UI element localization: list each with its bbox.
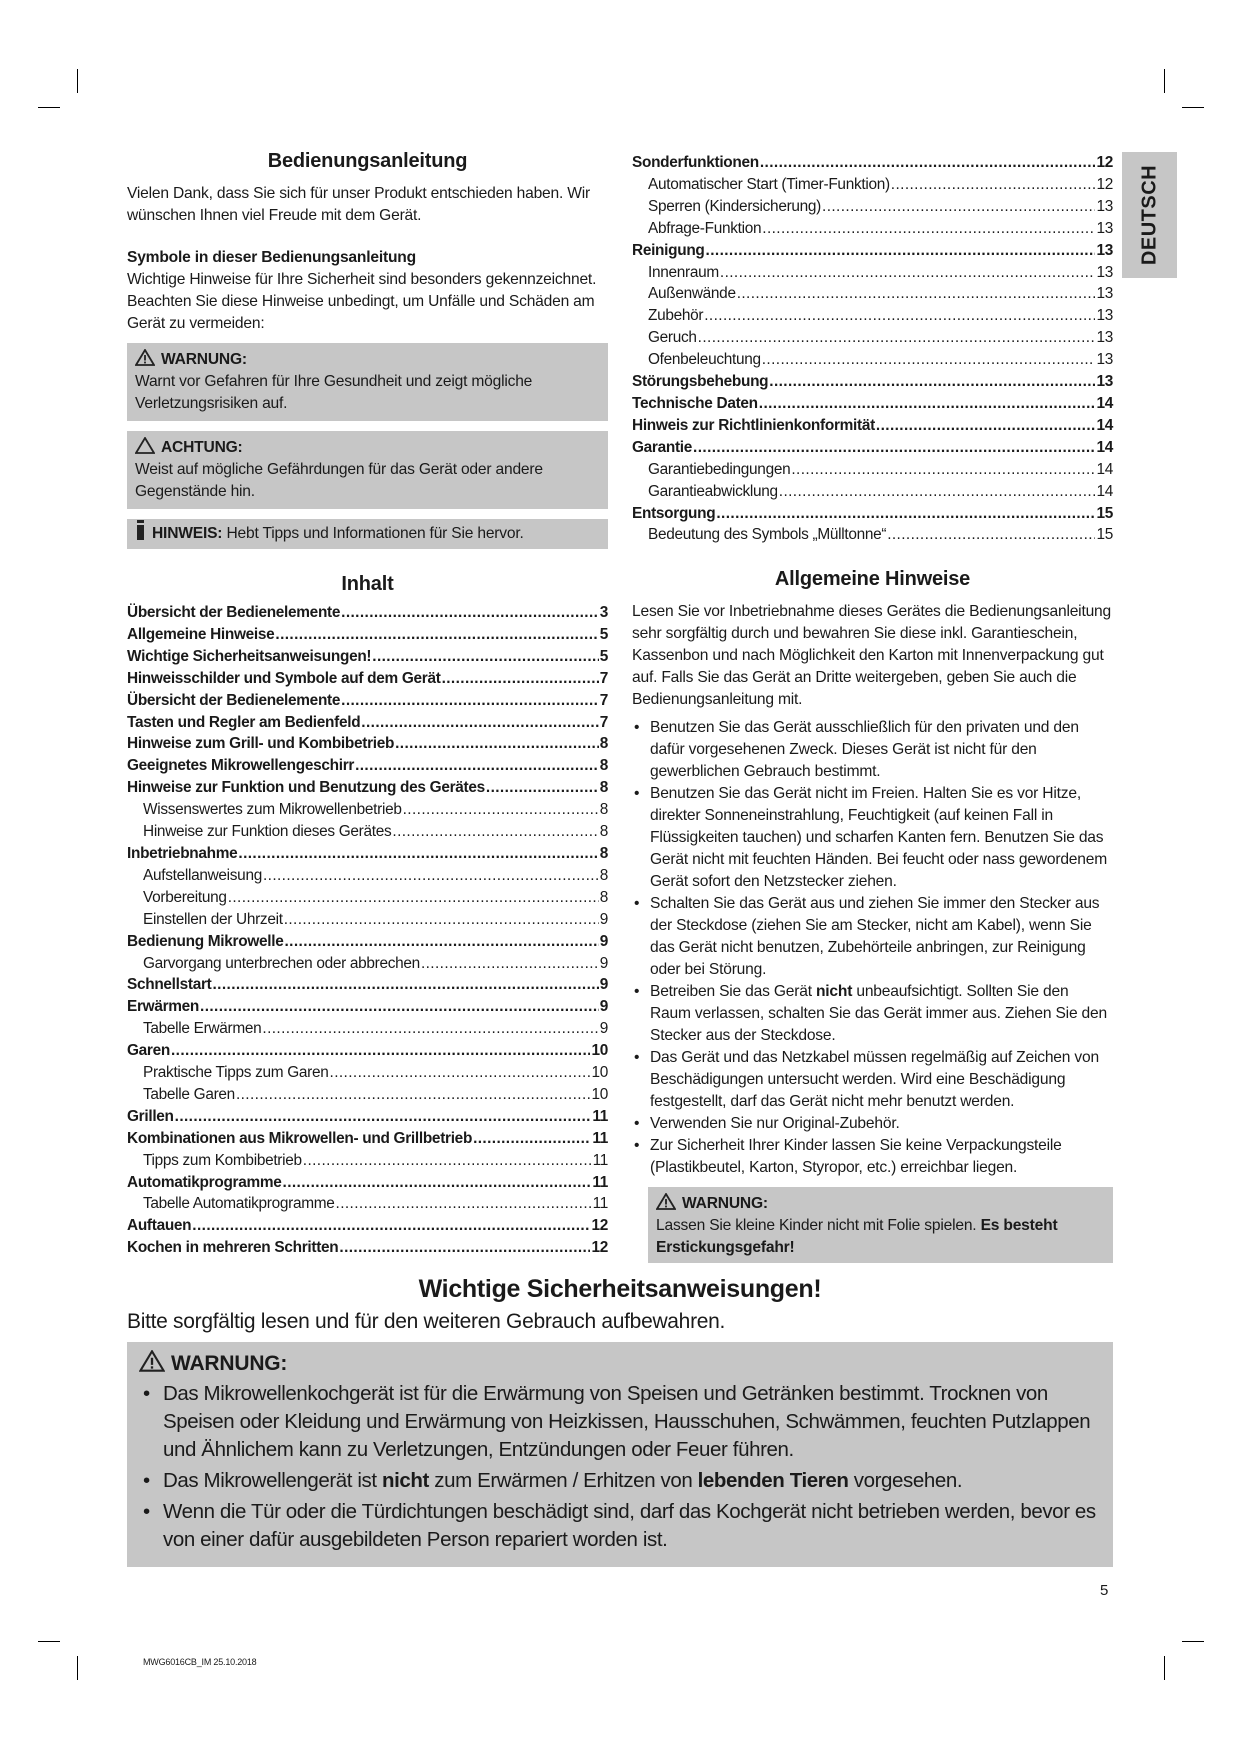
toc-leader-dots	[403, 799, 599, 821]
toc-entry	[127, 712, 608, 734]
toc-entry	[632, 503, 1113, 525]
toc-entry-label: Tabelle Automatikprogramme	[143, 1195, 335, 1213]
symbols-text: Wichtige Hinweise für Ihre Sicherheit sind besonders gekennzeichnet. Beachten Sie diese Hinweise unbedingt, um Unfälle und Schäden am Gerät zu vermeiden:	[127, 271, 597, 332]
warning-box	[127, 343, 608, 421]
toc-leader-dots	[228, 887, 599, 909]
toc-leader-dots	[303, 1150, 592, 1172]
general-intro: Lesen Sie vor Inbetriebnahme dieses Gerätes die Bedienungsanleitung sehr sorgfältig durch und bewahren Sie diese inkl. Garantieschein, Kassenbon und nach Möglichkeit den Karton mit Innenverpackung gut auf. Falls Sie das Gerät an Dritte weitergeben, geben Sie auch die Bedienungsanleitung mit.	[632, 603, 1111, 709]
toc-entry-page: 9	[599, 910, 608, 928]
toc-leader-dots	[284, 909, 599, 931]
toc-entry	[127, 974, 608, 996]
list-item: • Schalten Sie das Gerät aus und ziehen Sie immer den Stecker aus der Steckdose (ziehen Sie am Stecker, nicht am Kabel), wenn Sie das Gerät nicht benutzen, Zubehörteile anbringen, zur Reinigung oder bei Störung.	[632, 893, 1113, 981]
list-item: • Das Gerät und das Netzkabel müssen regelmäßig auf Zeichen von Beschädigungen untersucht werden. Wird eine Beschädigung festgestellt, darf das Gerät nicht mehr benutzt werden.	[632, 1047, 1113, 1113]
toc-list-left	[127, 602, 608, 1259]
toc-entry-page: 12	[591, 1239, 608, 1257]
toc-entry-label: Vorbereitung	[143, 888, 227, 906]
toc-entry-page: 15	[1096, 526, 1113, 544]
toc-entry-page: 8	[599, 866, 608, 884]
toc-entry	[632, 459, 1113, 481]
toc-entry-page: 8	[599, 844, 608, 862]
toc-entry-page: 5	[599, 625, 608, 643]
toc-entry-label: Grillen	[127, 1107, 174, 1125]
toc-entry	[127, 909, 608, 931]
toc-entry-label: Automatischer Start (Timer-Funktion)	[648, 175, 890, 193]
toc-entry-page: 13	[1096, 263, 1113, 281]
toc-leader-dots	[395, 733, 599, 755]
toc-entry-label: Einstellen der Uhrzeit	[143, 910, 283, 928]
list-item: • Das Mikrowellengerät ist nicht zum Erwärmen / Erhitzen von lebenden Tieren vorgesehen.	[139, 1467, 1101, 1495]
toc-entry-page: 12	[591, 1217, 608, 1235]
toc-entry-page: 10	[591, 1064, 608, 1082]
list-item: • Wenn die Tür oder die Türdichtungen beschädigt sind, darf das Kochgerät nicht betrieben werden, bevor es von einer dafür ausgebildeten Person repariert worden ist.	[139, 1498, 1101, 1554]
toc-leader-dots	[341, 690, 599, 712]
toc-leader-dots	[762, 218, 1095, 240]
page-number: 5	[1100, 1582, 1109, 1599]
safety-title: Wichtige Sicherheitsanweisungen!	[418, 1275, 822, 1303]
manual-title: Bedienungsanleitung	[267, 150, 468, 172]
toc-entry	[632, 481, 1113, 503]
toc-entry-page: 5	[599, 647, 608, 665]
safety-section	[127, 1275, 1113, 1567]
crop-mark	[38, 1641, 60, 1642]
toc-leader-dots	[704, 305, 1095, 327]
toc-entry	[127, 1172, 608, 1194]
toc-entry-page: 9	[599, 998, 608, 1016]
crop-mark	[1164, 1656, 1165, 1680]
toc-entry-label: Störungsbehebung	[632, 373, 769, 391]
toc-entry	[127, 843, 608, 865]
crop-mark	[1182, 1641, 1204, 1642]
toc-entry	[127, 1062, 608, 1084]
warning-head: WARNUNG:	[139, 1350, 1101, 1376]
toc-leader-dots	[769, 371, 1095, 393]
toc-entry-label: Hinweise zum Grill- und Kombibetrieb	[127, 735, 395, 753]
toc-entry-label: Allgemeine Hinweise	[127, 625, 275, 643]
toc-title: Inhalt	[341, 573, 394, 595]
list-item: • Das Mikrowellenkochgerät ist für die Erwärmung von Speisen und Getränken bestimmt. Trocknen von Speisen oder Kleidung und Erwärmung von Heizkissen, Hausschuhen, Schwämmen, feuchten Putzlappen und Ähnlichem kann zu Verletzungen, Entzündungen oder Feuer führen.	[139, 1380, 1101, 1464]
language-tab	[1122, 152, 1177, 278]
toc-leader-dots	[236, 1084, 591, 1106]
toc-leader-dots	[698, 327, 1096, 349]
toc-entry	[127, 865, 608, 887]
crop-mark	[1164, 69, 1165, 93]
toc-leader-dots	[263, 865, 599, 887]
toc-leader-dots	[891, 174, 1096, 196]
toc-entry-label: Bedienung Mikrowelle	[127, 932, 284, 950]
toc-leader-dots	[737, 283, 1096, 305]
toc-entry-page: 12	[1096, 175, 1113, 193]
toc-leader-dots	[341, 602, 599, 624]
toc-entry-page: 14	[1096, 416, 1113, 434]
toc-entry-page: 9	[599, 954, 608, 972]
toc-entry-label: Übersicht der Bedienelemente	[127, 691, 341, 709]
toc-leader-dots	[392, 821, 598, 843]
toc-leader-dots	[887, 524, 1095, 546]
toc-entry	[632, 196, 1113, 218]
toc-entry-page: 11	[592, 1173, 608, 1191]
toc-leader-dots	[262, 1018, 598, 1040]
toc-entry	[632, 305, 1113, 327]
toc-entry-page: 13	[1096, 241, 1113, 259]
right-column	[632, 152, 1113, 1263]
toc-entry-label: Entsorgung	[632, 504, 716, 522]
toc-entry	[127, 1040, 608, 1062]
toc-entry	[127, 996, 608, 1018]
language-tab-label: DEUTSCH	[1138, 164, 1160, 266]
list-item: • Verwenden Sie nur Original-Zubehör.	[632, 1113, 1113, 1135]
toc-leader-dots	[759, 393, 1096, 415]
caution-triangle-icon	[135, 437, 155, 454]
note-text: Hebt Tipps und Informationen für Sie hervor.	[226, 525, 524, 542]
toc-entry-page: 14	[1096, 394, 1113, 412]
toc-entry-page: 7	[599, 669, 608, 687]
crop-mark	[1182, 107, 1204, 108]
toc-entry	[127, 1215, 608, 1237]
toc-leader-dots	[192, 1215, 590, 1237]
general-bullets	[632, 717, 1113, 1179]
toc-entry-label: Tabelle Garen	[143, 1085, 235, 1103]
toc-entry	[127, 646, 608, 668]
toc-entry-page: 8	[599, 801, 608, 819]
toc-leader-dots	[213, 974, 599, 996]
toc-entry	[127, 1018, 608, 1040]
toc-entry-label: Geeignetes Mikrowellengeschirr	[127, 757, 355, 775]
toc-entry-label: Hinweise zur Funktion und Benutzung des Gerätes	[127, 779, 485, 797]
toc-entry-label: Innenraum	[648, 263, 719, 281]
toc-leader-dots	[361, 712, 598, 734]
toc-entry-page: 9	[599, 976, 608, 994]
toc-entry-page: 7	[599, 713, 608, 731]
toc-entry	[127, 1193, 608, 1215]
warning-head: WARNUNG:	[135, 349, 600, 371]
safety-intro: Bitte sorgfältig lesen und für den weiteren Gebrauch aufbewahren.	[127, 1310, 726, 1333]
toc-entry-label: Erwärmen	[127, 998, 200, 1016]
toc-entry-label: Praktische Tipps zum Garen	[143, 1064, 329, 1082]
toc-leader-dots	[421, 953, 599, 975]
toc-entry-page: 8	[599, 888, 608, 906]
left-column	[127, 150, 608, 1259]
warning-text: Lassen Sie kleine Kinder nicht mit Folie spielen. Es besteht Erstickungsgefahr!	[656, 1217, 1058, 1257]
toc-entry-label: Garantie	[632, 438, 693, 456]
toc-entry-label: Wissenswertes zum Mikrowellenbetrieb	[143, 801, 402, 819]
toc-entry	[632, 218, 1113, 240]
toc-leader-dots	[791, 459, 1095, 481]
warning-text: Warnt vor Gefahren für Ihre Gesundheit und zeigt mögliche Verletzungsrisiken auf.	[135, 373, 533, 412]
toc-entry-label: Reinigung	[632, 241, 705, 259]
general-title: Allgemeine Hinweise	[774, 568, 971, 591]
info-icon	[137, 525, 144, 540]
toc-entry-label: Aufstellanweisung	[143, 866, 262, 884]
toc-entry-page: 13	[1096, 219, 1113, 237]
toc-leader-dots	[171, 1040, 590, 1062]
toc-leader-dots	[200, 996, 599, 1018]
toc-entry-page: 13	[1096, 307, 1113, 325]
toc-entry-page: 8	[599, 779, 608, 797]
toc-entry	[127, 953, 608, 975]
caution-box	[127, 431, 608, 509]
toc-entry-page: 15	[1096, 504, 1113, 522]
toc-entry-page: 13	[1096, 329, 1113, 347]
toc-entry-page: 10	[591, 1085, 608, 1103]
toc-entry-page: 11	[592, 1195, 608, 1213]
toc-entry	[127, 777, 608, 799]
toc-leader-dots	[175, 1106, 592, 1128]
toc-entry	[632, 349, 1113, 371]
toc-leader-dots	[716, 503, 1095, 525]
toc-entry	[127, 690, 608, 712]
toc-entry-label: Außenwände	[648, 285, 736, 303]
toc-entry	[127, 821, 608, 843]
toc-entry	[127, 1237, 608, 1259]
toc-entry-page: 8	[599, 735, 608, 753]
toc-leader-dots	[876, 415, 1096, 437]
symbols-heading: Symbole in dieser Bedienungsanleitung	[127, 249, 416, 266]
toc-entry-label: Sperren (Kindersicherung)	[648, 197, 822, 215]
toc-entry	[632, 262, 1113, 284]
toc-entry	[632, 327, 1113, 349]
warning-triangle-icon	[135, 349, 155, 366]
toc-entry-page: 11	[592, 1151, 608, 1169]
crop-mark	[77, 69, 78, 93]
toc-entry-page: 14	[1096, 460, 1113, 478]
toc-entry	[632, 415, 1113, 437]
toc-entry-page: 3	[599, 604, 608, 621]
toc-leader-dots	[336, 1193, 592, 1215]
toc-entry-label: Tasten und Regler am Bedienfeld	[127, 713, 361, 731]
toc-entry	[127, 887, 608, 909]
toc-entry	[127, 668, 608, 690]
toc-list-right	[632, 152, 1113, 546]
toc-entry-label: Sonderfunktionen	[632, 154, 759, 171]
toc-entry-label: Tipps zum Kombibetrieb	[143, 1151, 302, 1169]
toc-entry	[632, 437, 1113, 459]
list-item: • Benutzen Sie das Gerät nicht im Freien. Halten Sie es vor Hitze, direkter Sonneneinstrahlung, Feuchtigkeit (auf keinen Fall in Flüssigkeiten tauchen) und scharfen Kanten fern. Benutzen Sie das Gerät nicht mit feuchten Händen. Bei feucht oder nass gewordenem Gerät sofort den Netzstecker ziehen.	[632, 783, 1113, 893]
toc-entry-page: 7	[599, 691, 608, 709]
toc-leader-dots	[284, 931, 598, 953]
warning-triangle-icon	[656, 1193, 676, 1210]
footer-code: MWG6016CB_IM 25.10.2018	[143, 1657, 257, 1667]
toc-entry-label: Geruch	[648, 329, 697, 347]
toc-entry	[632, 283, 1113, 305]
toc-entry	[127, 755, 608, 777]
toc-leader-dots	[283, 1172, 592, 1194]
toc-entry-label: Garantiebedingungen	[648, 460, 791, 478]
toc-entry	[632, 240, 1113, 262]
toc-entry-label: Ofenbeleuchtung	[648, 351, 761, 369]
toc-entry-label: Zubehör	[648, 307, 704, 325]
toc-entry-label: Wichtige Sicherheitsanweisungen!	[127, 647, 372, 665]
toc-entry	[127, 799, 608, 821]
toc-entry-label: Hinweisschilder und Symbole auf dem Gerät	[127, 669, 441, 687]
toc-entry-page: 12	[1096, 154, 1113, 171]
toc-entry-label: Garen	[127, 1042, 170, 1060]
toc-entry	[632, 174, 1113, 196]
toc-entry-page: 9	[599, 1020, 608, 1038]
toc-entry-label: Hinweis zur Richtlinienkonformität	[632, 416, 875, 434]
toc-entry	[127, 733, 608, 755]
toc-leader-dots	[762, 349, 1096, 371]
toc-leader-dots	[372, 646, 598, 668]
safety-warning-box	[127, 1342, 1113, 1567]
toc-entry-page: 8	[599, 823, 608, 841]
crop-mark	[38, 107, 60, 108]
warning-triangle-icon	[139, 1350, 165, 1372]
toc-entry-page: 13	[1096, 285, 1113, 303]
toc-entry-page: 8	[599, 757, 608, 775]
toc-entry-page: 13	[1096, 373, 1113, 391]
toc-entry-label: Tabelle Erwärmen	[143, 1020, 262, 1038]
toc-entry-page: 14	[1096, 482, 1113, 500]
toc-entry-page: 13	[1096, 197, 1113, 215]
toc-leader-dots	[355, 755, 599, 777]
toc-entry-label: Auftauen	[127, 1217, 192, 1235]
toc-leader-dots	[706, 240, 1096, 262]
caution-head: ACHTUNG:	[135, 437, 600, 459]
toc-entry-label: Abfrage-Funktion	[648, 219, 762, 237]
toc-entry	[632, 152, 1113, 174]
toc-entry-page: 11	[592, 1129, 608, 1147]
toc-leader-dots	[720, 262, 1096, 284]
toc-entry-label: Kombinationen aus Mikrowellen- und Grillbetrieb	[127, 1129, 473, 1147]
toc-leader-dots	[822, 196, 1095, 218]
toc-entry	[127, 1128, 608, 1150]
crop-mark	[77, 1656, 78, 1680]
toc-leader-dots	[275, 624, 598, 646]
toc-entry-label: Technische Daten	[632, 394, 758, 412]
caution-text: Weist auf mögliche Gefährdungen für das Gerät oder andere Gegenstände hin.	[135, 461, 543, 500]
toc-leader-dots	[238, 843, 598, 865]
toc-leader-dots	[330, 1062, 591, 1084]
toc-entry-page: 10	[591, 1042, 608, 1060]
toc-entry	[127, 1084, 608, 1106]
toc-entry-page: 13	[1096, 351, 1113, 369]
toc-entry-label: Garantieabwicklung	[648, 482, 778, 500]
toc-entry-page: 11	[592, 1107, 608, 1125]
toc-leader-dots	[473, 1128, 591, 1150]
toc-entry-label: Automatikprogramme	[127, 1173, 282, 1191]
toc-leader-dots	[760, 152, 1096, 174]
toc-entry-page: 9	[599, 932, 608, 950]
toc-entry-label: Übersicht der Bedienelemente	[127, 604, 341, 621]
toc-leader-dots	[486, 777, 599, 799]
intro-text: Vielen Dank, dass Sie sich für unser Produkt entschieden haben. Wir wünschen Ihnen viel Freude mit dem Gerät.	[127, 185, 591, 224]
toc-leader-dots	[339, 1237, 590, 1259]
list-item: • Zur Sicherheit Ihrer Kinder lassen Sie keine Verpackungsteile (Plastikbeutel, Karton, Styropor, etc.) erreichbar liegen.	[632, 1135, 1113, 1179]
toc-entry-label: Schnellstart	[127, 976, 212, 994]
toc-entry	[632, 371, 1113, 393]
toc-entry	[127, 1106, 608, 1128]
list-item: • Betreiben Sie das Gerät nicht unbeaufsichtigt. Sollten Sie den Raum verlassen, schalten Sie das Gerät immer aus. Ziehen Sie den Stecker aus der Steckdose.	[632, 981, 1113, 1047]
note-box	[127, 519, 608, 549]
toc-entry	[127, 602, 608, 624]
toc-entry-label: Inbetriebnahme	[127, 844, 238, 862]
toc-entry-label: Bedeutung des Symbols „Mülltonne“	[648, 526, 887, 544]
safety-bullets	[139, 1380, 1101, 1554]
list-item: • Benutzen Sie das Gerät ausschließlich für den privaten und den dafür vorgesehenen Zweck. Dieses Gerät ist nicht für den gewerblichen Gebrauch bestimmt.	[632, 717, 1113, 783]
toc-entry	[632, 393, 1113, 415]
choking-warning-box	[648, 1187, 1113, 1263]
toc-entry-label: Garvorgang unterbrechen oder abbrechen	[143, 954, 420, 972]
toc-entry-label: Hinweise zur Funktion dieses Gerätes	[143, 823, 392, 841]
toc-entry	[127, 624, 608, 646]
note-head: HINWEIS:	[152, 525, 223, 542]
toc-leader-dots	[693, 437, 1095, 459]
toc-entry-page: 14	[1096, 438, 1113, 456]
toc-entry	[632, 524, 1113, 546]
warning-head: WARNUNG:	[656, 1193, 1105, 1215]
toc-entry-label: Kochen in mehreren Schritten	[127, 1239, 339, 1257]
toc-entry	[127, 1150, 608, 1172]
toc-leader-dots	[442, 668, 599, 690]
toc-leader-dots	[779, 481, 1096, 503]
toc-entry	[127, 931, 608, 953]
